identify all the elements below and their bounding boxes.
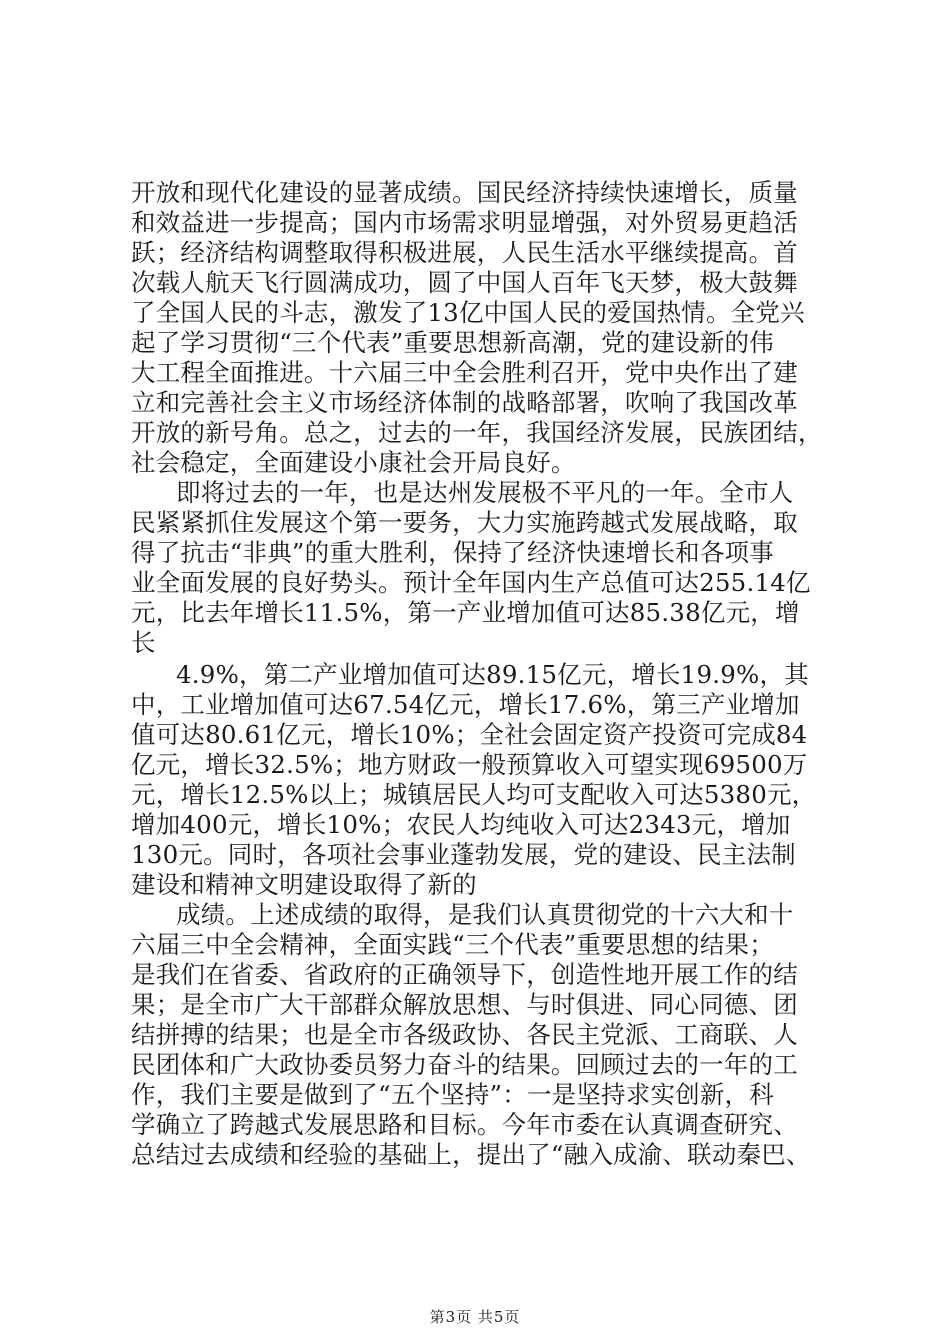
text-line: 亿元，增长32.5%；地方财政一般预算收入可望实现69500万 — [131, 750, 808, 779]
text-line: 130元。同时，各项社会事业蓬勃发展，党的建设、民主法制 — [131, 840, 796, 869]
text-line: 学确立了跨越式发展思路和目标。今年市委在认真调查研究、 — [131, 1110, 798, 1139]
text-line: 开放的新号角。总之，过去的一年，我国经济发展，民族团结， — [131, 418, 823, 447]
paragraph-start-line: 4.9%，第二产业增加值可达89.15亿元，增长19.9%，其 — [176, 660, 809, 689]
text-line: 开放和现代化建设的显著成绩。国民经济持续快速增长，质量 — [131, 178, 798, 207]
text-line: 民紧紧抓住发展这个第一要务，大力实施跨越式发展战略，取 — [131, 508, 798, 537]
text-line: 元，增长12.5%以上；城镇居民人均可支配收入可达5380元， — [131, 780, 817, 809]
text-line: 果；是全市广大干部群众解放思想、与时俱进、同心同德、团 — [131, 990, 798, 1019]
text-line: 得了抗击“非典”的重大胜利，保持了经济快速增长和各项事 — [131, 538, 774, 567]
text-line: 元，比去年增长11.5%，第一产业增加值可达85.38亿元，增 — [131, 598, 800, 627]
text-line: 值可达80.61亿元，增长10%；全社会固定资产投资可完成84 — [131, 720, 808, 749]
page-number-footer: 第3页 共5页 — [429, 1308, 521, 1326]
text-line: 建设和精神文明建设取得了新的 — [131, 870, 477, 899]
text-line: 大工程全面推进。十六届三中全会胜利召开，党中央作出了建 — [131, 358, 798, 387]
text-line: 中，工业增加值可达67.54亿元，增长17.6%，第三产业增加 — [131, 690, 800, 719]
paragraph-start-line: 即将过去的一年，也是达州发展极不平凡的一年。全市人 — [176, 478, 794, 507]
text-line: 长 — [131, 628, 156, 657]
text-line: 是我们在省委、省政府的正确领导下，创造性地开展工作的结 — [131, 960, 798, 989]
text-line: 立和完善社会主义市场经济体制的战略部署，吹响了我国改革 — [131, 388, 798, 417]
text-line: 社会稳定，全面建设小康社会开局良好。 — [131, 448, 576, 477]
paragraph-start-line: 成绩。上述成绩的取得，是我们认真贯彻党的十六大和十 — [176, 900, 794, 929]
text-line: 跃；经济结构调整取得积极进展，人民生活水平继续提高。首 — [131, 238, 798, 267]
text-line: 总结过去成绩和经验的基础上，提出了“融入成渝、联动秦巴、 — [131, 1140, 811, 1169]
body-text — [131, 178, 831, 1170]
text-line: 作，我们主要是做到了“五个坚持”：一是坚持求实创新，科 — [131, 1080, 774, 1109]
text-line: 次载人航天飞行圆满成功，圆了中国人百年飞天梦，极大鼓舞 — [131, 268, 798, 297]
text-line: 起了学习贯彻“三个代表”重要思想新高潮，党的建设新的伟 — [131, 328, 774, 357]
text-line: 了全国人民的斗志，激发了13亿中国人民的爱国热情。全党兴 — [131, 298, 805, 327]
text-line: 结拼搏的结果；也是全市各级政协、各民主党派、工商联、人 — [131, 1020, 798, 1049]
text-line: 和效益进一步提高；国内市场需求明显增强，对外贸易更趋活 — [131, 208, 798, 237]
text-line: 民团体和广大政协委员努力奋斗的结果。回顾过去的一年的工 — [131, 1050, 798, 1079]
text-line: 业全面发展的良好势头。预计全年国内生产总值可达255.14亿 — [131, 568, 811, 597]
text-line: 六届三中全会精神，全面实践“三个代表”重要思想的结果； — [131, 930, 774, 959]
text-line: 增加400元，增长10%；农民人均纯收入可达2343元，增加 — [131, 810, 791, 839]
